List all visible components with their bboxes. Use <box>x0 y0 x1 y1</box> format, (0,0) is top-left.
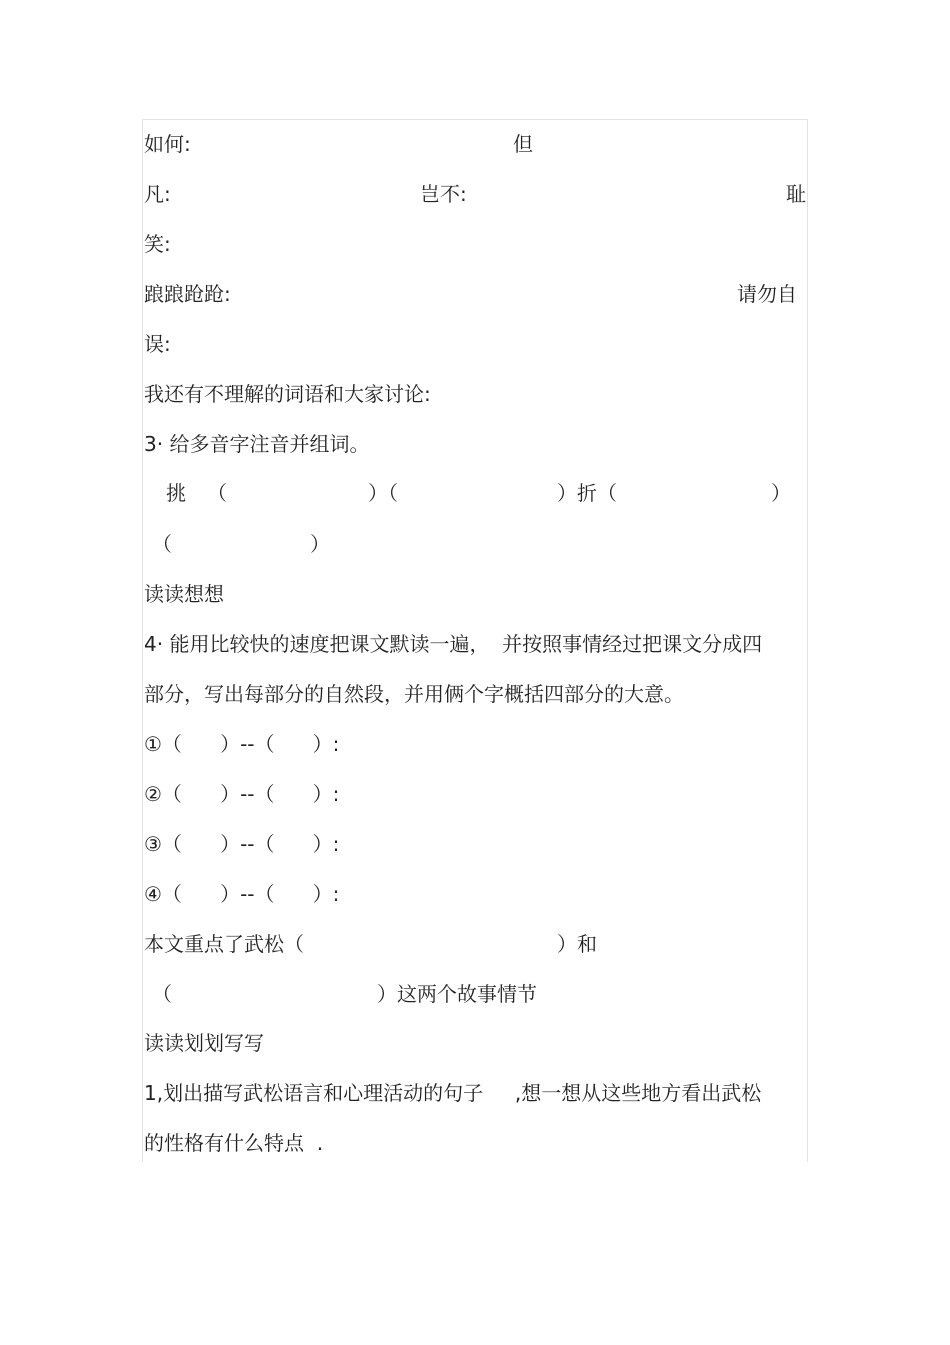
task-1-line1: 1,划出描写武松语言和心理活动的句子 ,想一想从这些地方看出武松 <box>144 1081 762 1105</box>
vocab-lianglangqiangqiang: 踉踉跄跄: <box>144 282 231 306</box>
section-heading-read-mark-write: 读读划划写写 <box>144 1031 264 1055</box>
vocab-qingwuziwu-part2: 误: <box>144 332 171 356</box>
key-story-line1-end: ）和 <box>557 932 597 956</box>
part-3-blank: ③（ ）--（ ）: <box>144 832 340 856</box>
part-1-blank: ①（ ）--（ ）: <box>144 732 340 756</box>
paren-open-1: （ <box>207 481 227 505</box>
part-4-blank: ④（ ）--（ ）: <box>144 882 340 906</box>
key-story-line2-start: （ <box>152 982 172 1006</box>
vocab-qibu: 岂不: <box>420 182 467 206</box>
vocab-dan-part2: 凡: <box>144 182 171 206</box>
question-4-line2: 部分，写出每部分的自然段，并用俩个字概括四部分的大意。 <box>144 682 684 706</box>
part-2-blank: ②（ ）--（ ）: <box>144 782 340 806</box>
question-4-line1: 4· 能用比较快的速度把课文默读一遍， 并按照事情经过把课文分成四 <box>144 632 763 656</box>
task-1-line2: 的性格有什么特点 . <box>144 1131 324 1155</box>
paren-close-4: ） <box>310 532 330 556</box>
vocab-chixiao-part1: 耻 <box>786 182 806 206</box>
polyphone-zhe: ）折（ <box>557 481 617 505</box>
vocab-chixiao-part2: 笑: <box>144 232 171 256</box>
paren-close-3: ） <box>771 481 791 505</box>
polyphone-tiao: 挑 <box>166 481 186 505</box>
vocab-ruhe: 如何: <box>144 132 191 156</box>
paren-close-open-2: ）（ <box>368 481 398 505</box>
key-story-line1-start: 本文重点了武松（ <box>144 932 304 956</box>
section-heading-read-think: 读读想想 <box>144 582 224 606</box>
key-story-line2-end: ）这两个故事情节 <box>377 982 537 1006</box>
vocab-qingwuziwu-part1: 请勿自 <box>737 282 797 306</box>
vocab-dan-part1: 但 <box>513 132 533 156</box>
paren-open-4: （ <box>152 532 172 556</box>
discussion-prompt: 我还有不理解的词语和大家讨论: <box>144 382 431 406</box>
question-3-heading: 3· 给多音字注音并组词。 <box>144 432 370 456</box>
